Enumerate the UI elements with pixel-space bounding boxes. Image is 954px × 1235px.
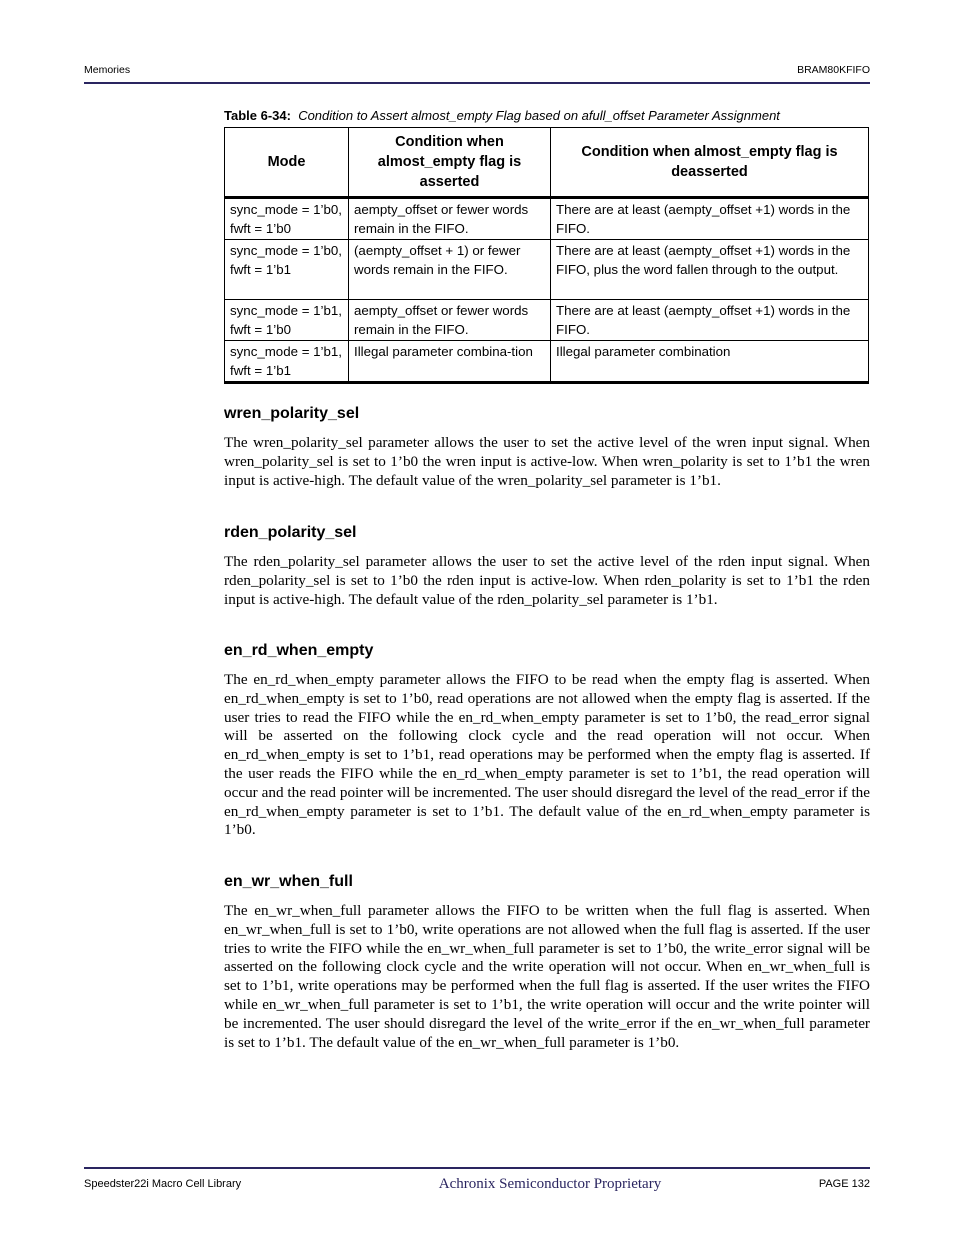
page-footer <box>84 1174 870 1194</box>
table-cell-mode: sync_mode = 1’b1, fwft = 1’b0 <box>225 300 349 341</box>
table-row <box>225 240 869 300</box>
section-body: The en_wr_when_full parameter allows the FIFO to be written when the full flag is asserted. When en_wr_when_full is set to 1’b0, write operations are not allowed when the full flag is asserted. If the user tries to write the FIFO while the en_wr_when_full parameter is set to 1’b0, the write_error signal will be asserted on the following clock cycle and the write operation will not occur. When en_wr_when_full is set to 1’b1, write operations may be performed when the full flag is asserted. If the user writes the FIFO while en_wr_when_full parameter is set to 1’b1, the write operation will occur and the write pointer will be incremented. The user should disregard the level of the write_error if the en_wr_when_full parameter is set to 1’b1. The default value of the en_wr_when_full parameter is 1’b0. <box>224 902 870 1051</box>
section-rden-polarity-sel <box>224 523 870 609</box>
footer-document-title: Speedster22i Macro Cell Library <box>84 1178 242 1190</box>
table-cell-deasserted: Illegal parameter combination <box>551 341 869 383</box>
page-header <box>84 64 870 76</box>
header-topic: BRAM80KFIFO <box>797 64 870 76</box>
condition-table <box>224 127 869 384</box>
header-section-title: Memories <box>84 64 131 76</box>
column-header: Condition when almost_empty flag is asserted <box>349 128 551 198</box>
table-row <box>225 300 869 341</box>
header-rule <box>84 82 870 84</box>
footer-proprietary-notice: Achronix Semiconductor Proprietary <box>438 1175 662 1192</box>
section-body: The wren_polarity_sel parameter allows the user to set the active level of the wren input signal. When wren_polarity_sel is set to 1’b0 the wren input is active-low. When wren_polarity is set to 1’b1 the wren input is active-high. The default value of the wren_polarity_sel parameter is 1’b1. <box>224 434 870 489</box>
table-cell-deasserted: There are at least (aempty_offset +1) words in the FIFO. <box>551 198 869 240</box>
table-cell-asserted: (aempty_offset + 1) or fewer words remain in the FIFO. <box>349 240 551 300</box>
section-heading: en_wr_when_full <box>224 873 353 890</box>
table-cell-asserted: aempty_offset or fewer words remain in the FIFO. <box>349 300 551 341</box>
table-cell-mode: sync_mode = 1’b1, fwft = 1’b1 <box>225 341 349 383</box>
section-heading: en_rd_when_empty <box>224 642 374 659</box>
section-body: The en_rd_when_empty parameter allows the FIFO to be read when the empty flag is asserted. When en_rd_when_empty is set to 1’b0, read operations are not allowed when the empty flag is asserted. If the user tries to read the FIFO while the en_rd_when_empty parameter is set to 1’b0, the read_error signal will be asserted on the following clock cycle and the read operation will not occur. When en_rd_when_empty is set to 1’b1, read operations may be performed when the empty flag is asserted. If the user reads the FIFO while the en_rd_when_empty parameter is set to 1’b1, the read operation will occur and the read pointer will be incremented. The user should disregard the level of the read_error if the en_rd_when_empty parameter is set to 1’b1. The default value of the en_rd_when_empty parameter is 1’b0. <box>224 671 870 839</box>
table-cell-asserted: Illegal parameter combina-tion <box>349 341 551 383</box>
section-heading: wren_polarity_sel <box>224 405 360 422</box>
table-caption-text: Condition to Assert almost_empty Flag based on afull_offset Parameter Assignment <box>298 108 780 123</box>
table-cell-mode: sync_mode = 1’b0, fwft = 1’b1 <box>225 240 349 300</box>
section-body: The rden_polarity_sel parameter allows the user to set the active level of the rden input signal. When rden_polarity_sel is set to 1’b0 the rden input is active-low. When rden_polarity is set to 1’b1 the rden input is active-high. The default value of the rden_polarity_sel parameter is 1’b1. <box>224 553 870 608</box>
table-cell-asserted: aempty_offset or fewer words remain in the FIFO. <box>349 198 551 240</box>
section-en-rd-when-empty <box>224 641 870 840</box>
column-header: Condition when almost_empty flag is deasserted <box>551 128 869 198</box>
table-row <box>225 341 869 383</box>
section-en-wr-when-full <box>224 872 870 1052</box>
table-cell-mode: sync_mode = 1’b0, fwft = 1’b0 <box>225 198 349 240</box>
table-caption <box>224 108 874 123</box>
footer-page-number: PAGE 132 <box>818 1178 870 1190</box>
table-cell-deasserted: There are at least (aempty_offset +1) words in the FIFO. <box>551 300 869 341</box>
section-heading: rden_polarity_sel <box>224 524 357 541</box>
table-row <box>225 198 869 240</box>
table-header-row <box>225 128 869 198</box>
footer-rule <box>84 1167 870 1169</box>
section-wren-polarity-sel <box>224 404 870 490</box>
table-cell-deasserted: There are at least (aempty_offset +1) words in the FIFO, plus the word fallen through to the output. <box>551 240 869 300</box>
column-header: Mode <box>225 128 349 198</box>
table-caption-label: Table 6-34: <box>224 108 291 123</box>
